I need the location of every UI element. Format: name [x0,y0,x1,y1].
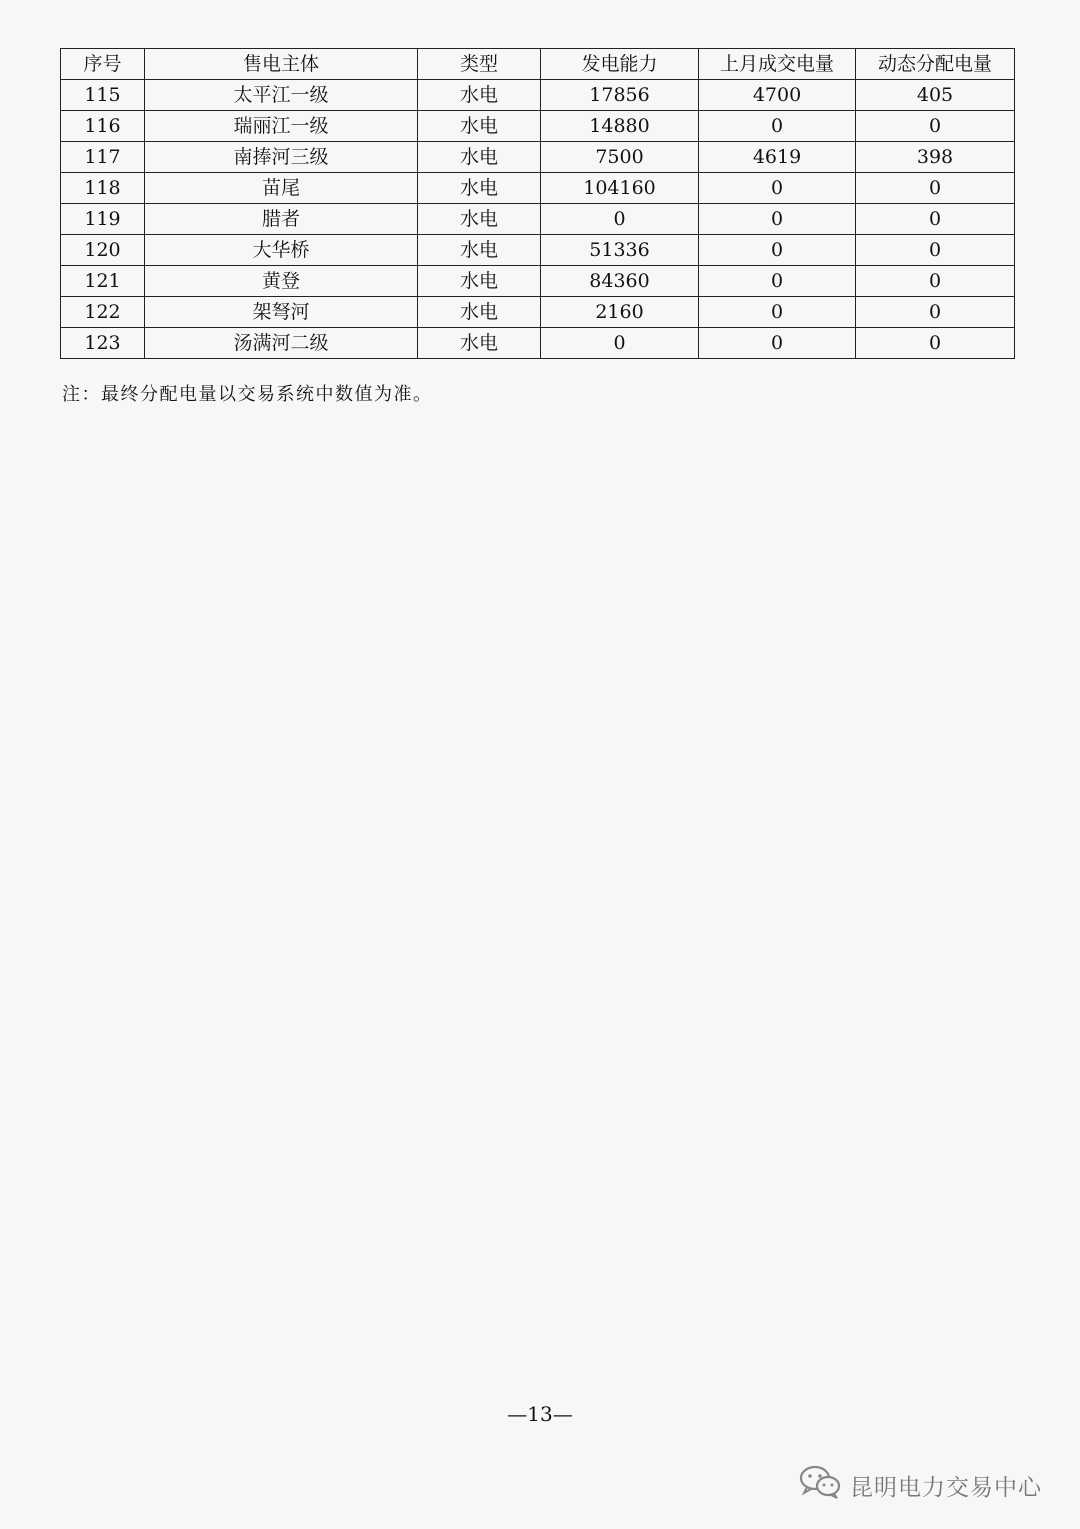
cell-index: 118 [61,173,145,204]
cell-seller: 瑞丽江一级 [145,111,418,142]
cell-type: 水电 [418,266,541,297]
cell-type: 水电 [418,111,541,142]
cell-dynamic-allocation: 0 [856,328,1015,359]
cell-last-month-volume: 0 [699,328,856,359]
cell-capacity: 0 [541,328,699,359]
header-last-month-volume: 上月成交电量 [699,49,856,80]
cell-seller: 太平江一级 [145,80,418,111]
header-type: 类型 [418,49,541,80]
cell-type: 水电 [418,204,541,235]
cell-last-month-volume: 0 [699,173,856,204]
cell-last-month-volume: 4619 [699,142,856,173]
cell-seller: 腊者 [145,204,418,235]
header-index: 序号 [61,49,145,80]
cell-last-month-volume: 4700 [699,80,856,111]
cell-seller: 黄登 [145,266,418,297]
table-row [61,204,1015,235]
table-row [61,80,1015,111]
wechat-icon [798,1464,842,1506]
cell-type: 水电 [418,235,541,266]
page-number: —13— [507,1402,573,1426]
cell-capacity: 7500 [541,142,699,173]
cell-dynamic-allocation: 398 [856,142,1015,173]
cell-seller: 南捧河三级 [145,142,418,173]
watermark [798,1464,1042,1506]
table-body [61,80,1015,359]
cell-seller: 架弩河 [145,297,418,328]
cell-last-month-volume: 0 [699,235,856,266]
cell-capacity: 104160 [541,173,699,204]
cell-type: 水电 [418,328,541,359]
cell-type: 水电 [418,173,541,204]
cell-type: 水电 [418,297,541,328]
cell-dynamic-allocation: 0 [856,173,1015,204]
cell-last-month-volume: 0 [699,297,856,328]
cell-index: 116 [61,111,145,142]
cell-capacity: 14880 [541,111,699,142]
cell-dynamic-allocation: 405 [856,80,1015,111]
cell-dynamic-allocation: 0 [856,204,1015,235]
table-header-row [61,49,1015,80]
cell-dynamic-allocation: 0 [856,266,1015,297]
cell-seller: 苗尾 [145,173,418,204]
watermark-text: 昆明电力交易中心 [850,1474,1042,1501]
cell-last-month-volume: 0 [699,111,856,142]
cell-index: 123 [61,328,145,359]
cell-type: 水电 [418,142,541,173]
table-row [61,266,1015,297]
cell-seller: 汤满河二级 [145,328,418,359]
cell-capacity: 0 [541,204,699,235]
cell-type: 水电 [418,80,541,111]
cell-dynamic-allocation: 0 [856,111,1015,142]
table-row [61,111,1015,142]
header-seller: 售电主体 [145,49,418,80]
header-capacity: 发电能力 [541,49,699,80]
cell-index: 120 [61,235,145,266]
table-row [61,173,1015,204]
cell-index: 117 [61,142,145,173]
table-row [61,142,1015,173]
table-note: 注：最终分配电量以交易系统中数值为准。 [62,384,433,405]
cell-index: 119 [61,204,145,235]
header-dynamic-allocation: 动态分配电量 [856,49,1015,80]
cell-capacity: 2160 [541,297,699,328]
cell-capacity: 84360 [541,266,699,297]
cell-dynamic-allocation: 0 [856,235,1015,266]
allocation-table [60,48,1015,359]
cell-seller: 大华桥 [145,235,418,266]
table-row [61,297,1015,328]
cell-dynamic-allocation: 0 [856,297,1015,328]
cell-last-month-volume: 0 [699,266,856,297]
cell-index: 122 [61,297,145,328]
table-row [61,328,1015,359]
cell-index: 115 [61,80,145,111]
table-row [61,235,1015,266]
cell-last-month-volume: 0 [699,204,856,235]
cell-capacity: 17856 [541,80,699,111]
cell-capacity: 51336 [541,235,699,266]
cell-index: 121 [61,266,145,297]
